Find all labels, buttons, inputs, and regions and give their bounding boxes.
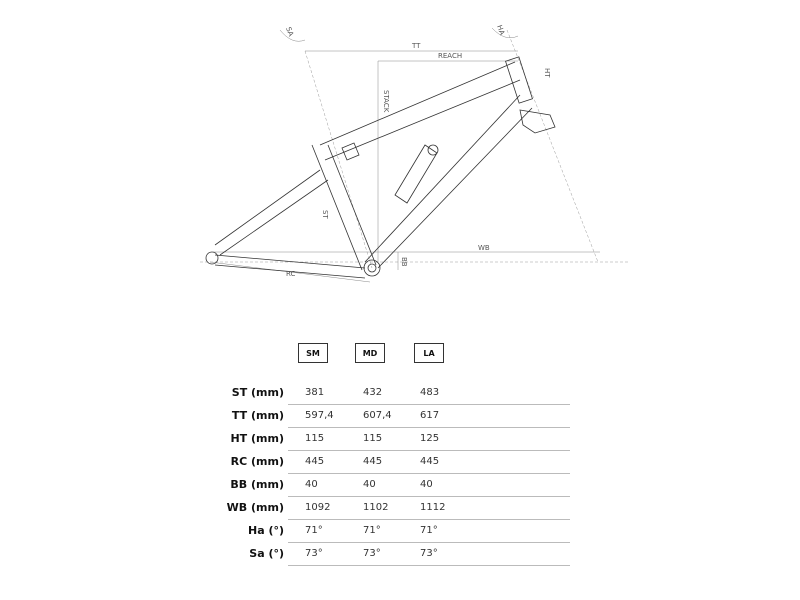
value-la: 445 [420, 456, 440, 467]
table-row-sa [220, 544, 570, 566]
value-sm: 381 [305, 387, 325, 398]
rc-label: RC [286, 270, 296, 278]
value-md: 607,4 [363, 410, 392, 421]
row-label: BB (mm) [230, 478, 284, 491]
seat-tube [312, 145, 362, 270]
row-label: Sa (°) [249, 547, 284, 560]
value-sm: 71° [305, 525, 323, 536]
reach-label: REACH [438, 52, 463, 60]
size-header-sm: SM [298, 343, 328, 363]
row-label: ST (mm) [231, 386, 284, 399]
table-row-wb [220, 498, 570, 520]
top-tube-lower-edge [325, 80, 520, 160]
bottle [395, 145, 437, 203]
down-tube [365, 95, 520, 262]
ha-label: HA [495, 23, 507, 37]
top-tube [320, 62, 515, 145]
tt-label: TT [412, 42, 421, 50]
row-label: Ha (°) [247, 524, 284, 537]
value-la: 125 [420, 433, 440, 444]
table-row-bb [220, 475, 570, 497]
value-la: 73° [420, 548, 438, 559]
ht-axis-line [507, 30, 598, 262]
st-label: ST [321, 210, 329, 219]
seat-stay-lower-edge [220, 180, 328, 255]
row-divider [288, 473, 570, 474]
row-label: RC (mm) [230, 455, 284, 468]
value-md: 73° [363, 548, 381, 559]
row-divider [288, 542, 570, 543]
row-divider [288, 519, 570, 520]
stack-label: STACK [382, 90, 390, 113]
table-row-ha [220, 521, 570, 543]
value-md: 445 [363, 456, 383, 467]
value-la: 483 [420, 387, 440, 398]
st-axis-line [305, 51, 372, 268]
table-row-rc [220, 452, 570, 474]
size-header-md: MD [355, 343, 385, 363]
headset-cup [520, 110, 555, 133]
value-md: 115 [363, 433, 383, 444]
value-la: 71° [420, 525, 438, 536]
value-sm: 597,4 [305, 410, 334, 421]
row-label: TT (mm) [231, 409, 284, 422]
value-sm: 115 [305, 433, 325, 444]
size-header-la: LA [414, 343, 444, 363]
value-la: 617 [420, 410, 440, 421]
value-md: 1102 [363, 502, 389, 513]
seat-tube-rear-edge [328, 145, 376, 265]
row-divider [288, 565, 570, 566]
value-la: 1112 [420, 502, 446, 513]
row-divider [288, 427, 570, 428]
value-sm: 73° [305, 548, 323, 559]
wb-label: WB [478, 244, 490, 252]
bike-frame [206, 57, 555, 278]
value-md: 71° [363, 525, 381, 536]
seat-stay [215, 170, 320, 245]
value-sm: 445 [305, 456, 325, 467]
value-md: 40 [363, 479, 376, 490]
row-label: WB (mm) [226, 501, 284, 514]
row-divider [288, 450, 570, 451]
value-sm: 1092 [305, 502, 331, 513]
row-divider [288, 496, 570, 497]
down-tube-lower-edge [378, 108, 532, 268]
value-md: 432 [363, 387, 383, 398]
value-sm: 40 [305, 479, 318, 490]
ht-label: HT [543, 68, 551, 78]
value-la: 40 [420, 479, 433, 490]
table-row-ht [220, 429, 570, 451]
seat-clamp [342, 143, 359, 160]
row-divider [288, 404, 570, 405]
chain-stay [215, 255, 365, 268]
row-label: HT (mm) [230, 432, 284, 445]
table-row-st [220, 383, 570, 405]
sa-label: SA [284, 25, 295, 38]
table-row-tt [220, 406, 570, 428]
bb-label: BB [400, 257, 408, 267]
